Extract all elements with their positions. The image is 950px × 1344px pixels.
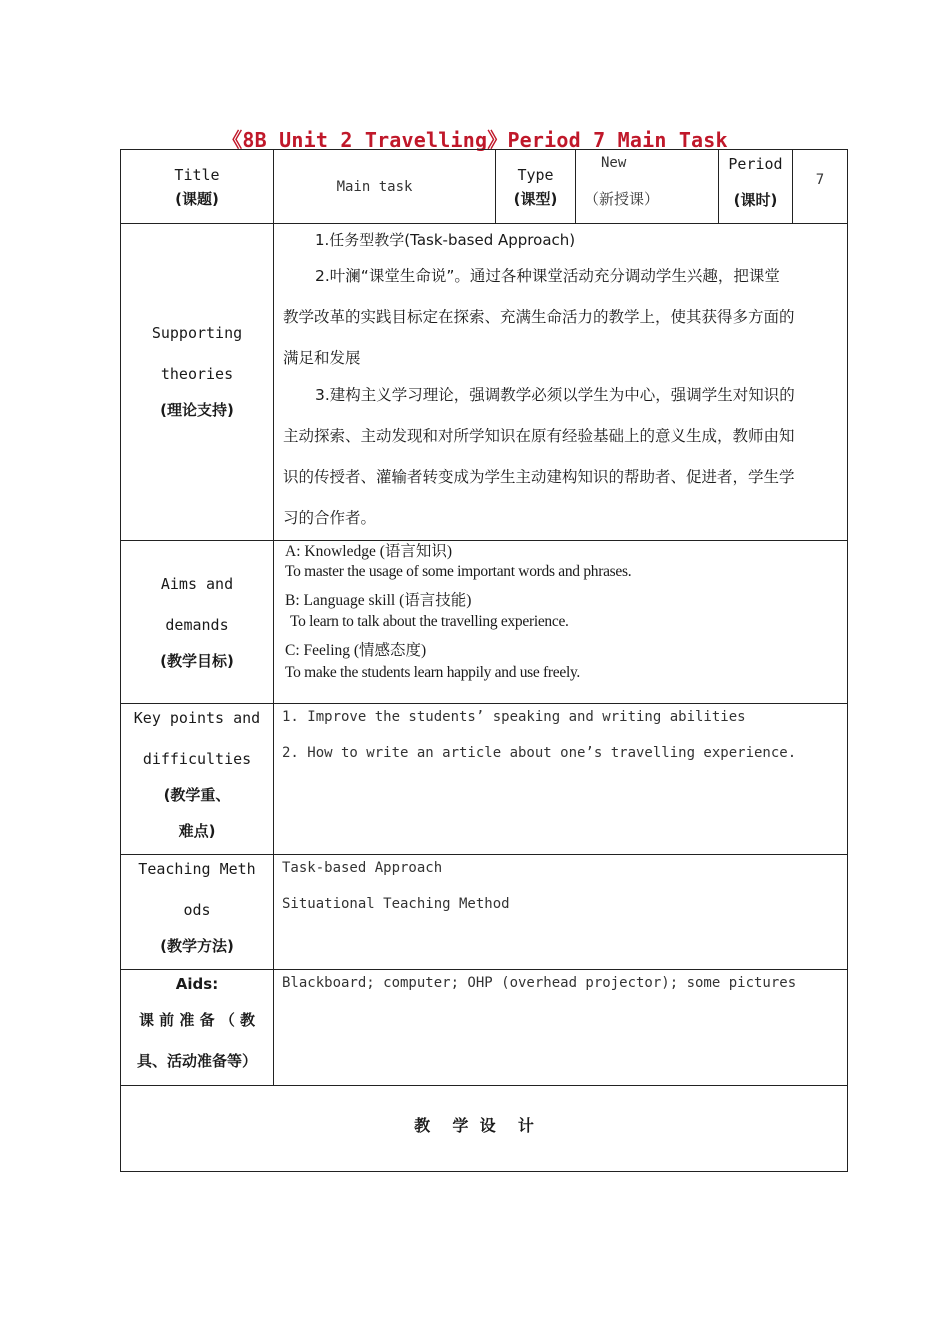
period-label-en: Period	[728, 155, 783, 173]
type-value-cell	[576, 150, 718, 223]
design-row	[121, 1086, 847, 1171]
methods-label-line2: ods	[183, 901, 211, 919]
supporting-theories-label	[121, 224, 273, 540]
supporting-theories-label-zh: (理论支持)	[160, 400, 234, 419]
theory-item-3-line-2: 主动探索、主动发现和对所学知识在原有经验基础上的意义生成，教师由知	[283, 427, 795, 445]
aim-b-heading: B: Language skill (语言技能)	[285, 592, 472, 609]
title-label-en: Title	[174, 165, 220, 184]
key-point-2: 2. How to write an article about one’s travelling experience.	[282, 745, 797, 761]
document-title: 《8B Unit 2 Travelling》Period 7 Main Task	[222, 128, 728, 152]
key-points-row	[121, 704, 847, 855]
period-value-cell	[793, 150, 847, 223]
design-heading: 教 学 设 计	[414, 1116, 534, 1135]
aim-c-text: To make the students learn happily and use freely.	[285, 664, 580, 681]
key-points-content	[274, 704, 847, 854]
supporting-theories-content	[274, 224, 847, 540]
period-value: 7	[815, 172, 825, 188]
aims-label-zh: (教学目标)	[160, 651, 234, 670]
lesson-plan-table	[120, 149, 848, 1172]
aids-row	[121, 970, 847, 1086]
aids-value: Blackboard; computer; OHP (overhead projector); some pictures	[282, 975, 797, 991]
aims-content	[274, 541, 847, 703]
title-value: Main task	[336, 178, 413, 195]
key-points-label-line2: difficulties	[142, 750, 252, 768]
supporting-theories-label-line2: theories	[160, 364, 234, 383]
aids-content	[274, 970, 847, 1085]
supporting-theories-label-line1: Supporting	[151, 323, 243, 342]
key-points-label	[121, 704, 273, 854]
aids-label-line2: 课 前 准 备 （ 教	[138, 1011, 256, 1029]
theory-item-3-line-4: 习的合作者。	[283, 509, 377, 527]
type-label-en: Type	[517, 165, 554, 184]
aim-a-heading: A: Knowledge (语言知识)	[285, 543, 453, 560]
theory-item-2-line-3: 满足和发展	[283, 349, 361, 367]
aims-label-line2: demands	[165, 615, 229, 634]
aims-label	[121, 541, 273, 703]
title-label-zh: (课题)	[175, 189, 219, 208]
header-row	[121, 150, 847, 224]
methods-label-line1: Teaching Meth	[138, 860, 256, 878]
aim-a-text: To master the usage of some important words and phrases.	[285, 563, 632, 580]
aids-label-line1: Aids:	[175, 975, 219, 993]
aims-row	[121, 541, 847, 704]
aims-label-line1: Aims and	[160, 574, 234, 593]
theory-item-3-line-3: 识的传授者、灌输者转变成为学生主动建构知识的帮助者、促进者，学生学	[283, 468, 795, 486]
methods-row	[121, 855, 847, 970]
aim-b-text: To learn to talk about the travelling experience.	[290, 613, 569, 630]
type-label-zh: (课型)	[513, 189, 558, 208]
theory-item-3-line-1: 3.建构主义学习理论，强调教学必须以学生为中心，强调学生对知识的	[315, 386, 795, 404]
title-label	[121, 150, 273, 223]
period-label	[719, 150, 792, 223]
theory-item-1: 1.任务型教学(Task-based Approach)	[315, 231, 576, 249]
supporting-theories-row	[121, 224, 847, 541]
theory-item-2-line-2: 教学改革的实践目标定在探索、充满生命活力的教学上，使其获得多方面的	[283, 308, 795, 326]
title-value-cell	[274, 150, 495, 223]
key-points-label-zh2: 难点)	[178, 822, 216, 840]
aim-c-heading: C: Feeling (情感态度)	[285, 642, 427, 659]
type-label	[496, 150, 575, 223]
methods-label-zh: (教学方法)	[160, 937, 234, 955]
key-point-1: 1. Improve the students’ speaking and writing abilities	[282, 709, 746, 725]
type-value-zh: （新授课）	[584, 190, 660, 208]
method-item-1: Task-based Approach	[282, 860, 443, 876]
methods-label	[121, 855, 273, 969]
key-points-label-zh1: (教学重、	[163, 786, 231, 804]
type-value-en: New	[601, 155, 627, 171]
methods-content	[274, 855, 847, 969]
period-label-zh: (课时)	[733, 191, 778, 209]
key-points-label-line1: Key points and	[133, 709, 261, 727]
aids-label-line3: 具、活动准备等）	[136, 1052, 257, 1070]
method-item-2: Situational Teaching Method	[282, 896, 510, 912]
aids-label	[121, 970, 273, 1085]
theory-item-2-line-1: 2.叶澜“课堂生命说”。通过各种课堂活动充分调动学生兴趣，把课堂	[315, 267, 780, 285]
